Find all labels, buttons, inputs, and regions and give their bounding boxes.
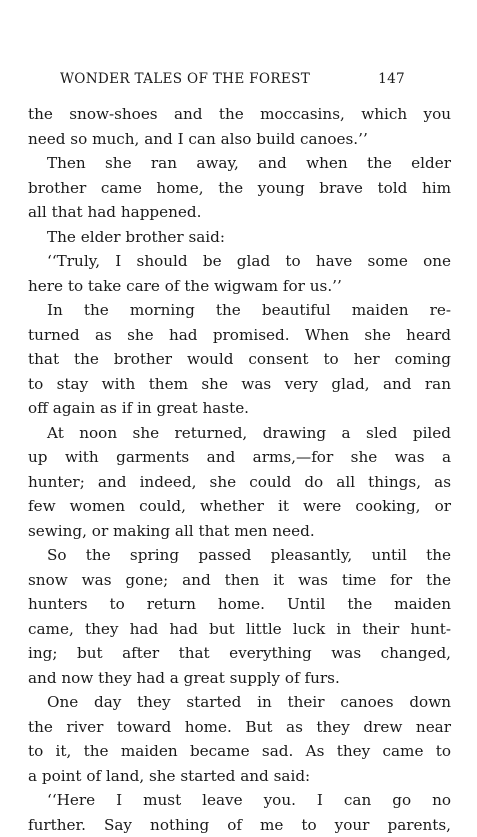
running-title: WONDER TALES OF THE FOREST — [60, 71, 310, 87]
text-line: ‘‘Truly, I should be glad to have some one — [28, 249, 451, 274]
text-line: In the morning the beautiful maiden re- — [28, 298, 451, 323]
text-line: At noon she returned, drawing a sled piled — [28, 421, 451, 446]
text-line: few women could, whether it were cooking, or — [28, 494, 451, 519]
text-line: snow was gone; and then it was time for the — [28, 568, 451, 593]
text-line: So the spring passed pleasantly, until the — [28, 543, 451, 568]
text-line: the river toward home. But as they drew near — [28, 715, 451, 740]
text-line: off again as if in great haste. — [28, 396, 451, 421]
text-line: hunters to return home. Until the maiden — [28, 592, 451, 617]
text-line: ‘‘Here I must leave you. I can go no — [28, 788, 451, 813]
text-line: hunter; and indeed, she could do all things, as — [28, 470, 451, 495]
page-number: 147 — [378, 71, 405, 87]
text-line: turned as she had promised. When she heard — [28, 323, 451, 348]
text-line: and now they had a great supply of furs. — [28, 666, 451, 691]
page-body — [28, 102, 451, 837]
text-line: the snow-shoes and the moccasins, which you — [28, 102, 451, 127]
text-line: a point of land, she started and said: — [28, 764, 451, 789]
text-line: need so much, and I can also build canoes.’’ — [28, 127, 451, 152]
text-line: sewing, or making all that men need. — [28, 519, 451, 544]
text-line: The elder brother said: — [28, 225, 451, 250]
text-line: all that had happened. — [28, 200, 451, 225]
text-line: Then she ran away, and when the elder — [28, 151, 451, 176]
text-line: One day they started in their canoes down — [28, 690, 451, 715]
text-line: to it, the maiden became sad. As they came to — [28, 739, 451, 764]
text-line: up with garments and arms,—for she was a — [28, 445, 451, 470]
text-line: that the brother would consent to her coming — [28, 347, 451, 372]
text-line: here to take care of the wigwam for us.’’ — [28, 274, 451, 299]
text-line: brother came home, the young brave told him — [28, 176, 451, 201]
running-head — [60, 71, 405, 87]
text-line: ing; but after that everything was changed, — [28, 641, 451, 666]
text-line: to stay with them she was very glad, and ran — [28, 372, 451, 397]
text-line: further. Say nothing of me to your parents, — [28, 813, 451, 837]
text-line: came, they had had but little luck in their hunt- — [28, 617, 451, 642]
